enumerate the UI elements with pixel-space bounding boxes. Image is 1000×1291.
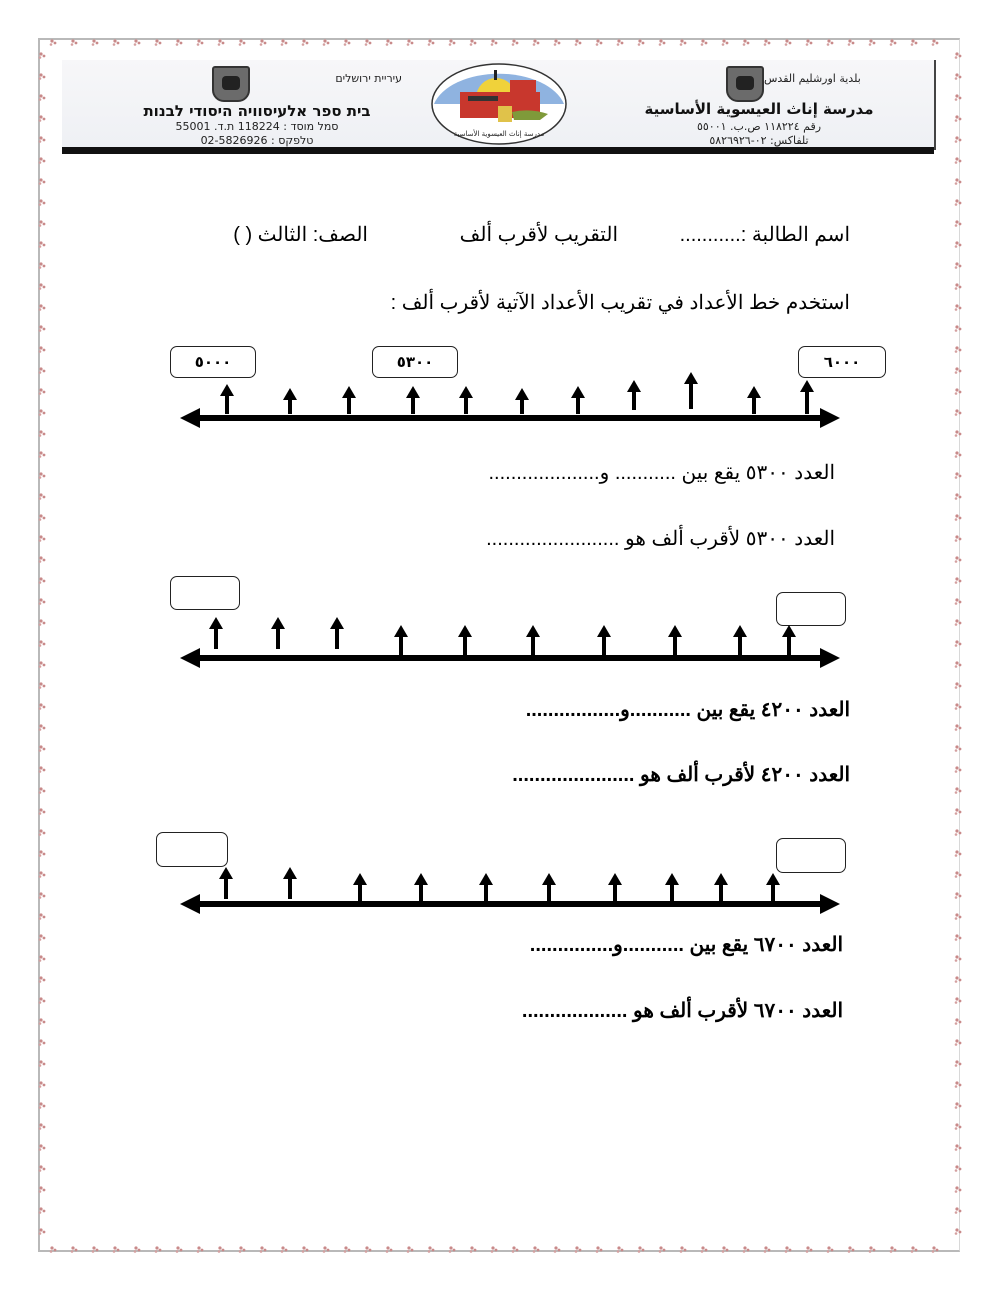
grade-field: الصف: الثالث ( ) [233,224,368,246]
end-label-box[interactable] [776,838,846,873]
hebrew-municipality: עיריית ירושלים [335,72,402,85]
question-between: العدد ٤٢٠٠ يقع بين ...........و................. [525,699,850,721]
marked-label-box[interactable]: ٥٣٠٠ [372,346,458,378]
letterhead-divider [62,147,934,154]
arrow-left-icon [180,648,200,668]
arrow-right-icon [820,648,840,668]
question-rounded: العدد ٥٣٠٠ لأقرب ألف هو ........................ [486,528,835,550]
arrow-right-icon [820,408,840,428]
school-logo-icon [430,62,568,146]
hebrew-institution-code: סמל מוסד : 118224 ת.ד. 55001 [175,120,339,133]
arabic-municipality: بلدية اورشليم القدس [764,72,861,85]
arrow-left-icon [180,894,200,914]
start-label-box[interactable]: ٥٠٠٠ [170,346,256,378]
question-rounded: العدد ٦٧٠٠ لأقرب ألف هو ................... [521,1000,843,1022]
student-name-field: اسم الطالبة :........... [679,224,850,246]
number-line [180,890,840,920]
letterhead-hebrew [62,60,432,150]
worksheet-topic: التقريب لأقرب ألف [459,224,618,246]
start-label-box[interactable] [156,832,228,867]
arabic-school-name: مدرسة إناث العيسوية الأساسية [644,100,874,118]
arrow-right-icon [820,894,840,914]
jerusalem-crest-icon [212,66,250,102]
question-between: العدد ٥٣٠٠ يقع بين ........... و.................... [488,462,835,484]
end-label-box[interactable]: ٦٠٠٠ [798,346,886,378]
number-line [180,404,840,434]
question-rounded: العدد ٤٢٠٠ لأقرب ألف هو ...................... [512,764,850,786]
jerusalem-crest-icon [726,66,764,102]
question-between: العدد ٦٧٠٠ يقع بين ...........و............... [529,934,843,956]
number-line [180,644,840,674]
hebrew-school-name: בית ספר אלעיסוויה היסודי לבנות [143,102,371,120]
arabic-number: رقم ١١٨٢٢٤ ص.ب. ٥٥٠٠١ [696,120,822,133]
letterhead-arabic [564,60,934,150]
logo-caption: مدرسة إناث العيسوية الأساسية [453,130,545,138]
arrow-left-icon [180,408,200,428]
end-label-box[interactable] [776,592,846,626]
instruction-text: استخدم خط الأعداد في تقريب الأعداد الآتية لأقرب ألف : [390,292,850,314]
start-label-box[interactable] [170,576,240,610]
hebrew-fax: טלפקס : 02-5826926 [200,134,314,147]
arabic-fax: تلفاكس: ٠٢-٥٨٢٦٩٢٦ [709,134,809,147]
